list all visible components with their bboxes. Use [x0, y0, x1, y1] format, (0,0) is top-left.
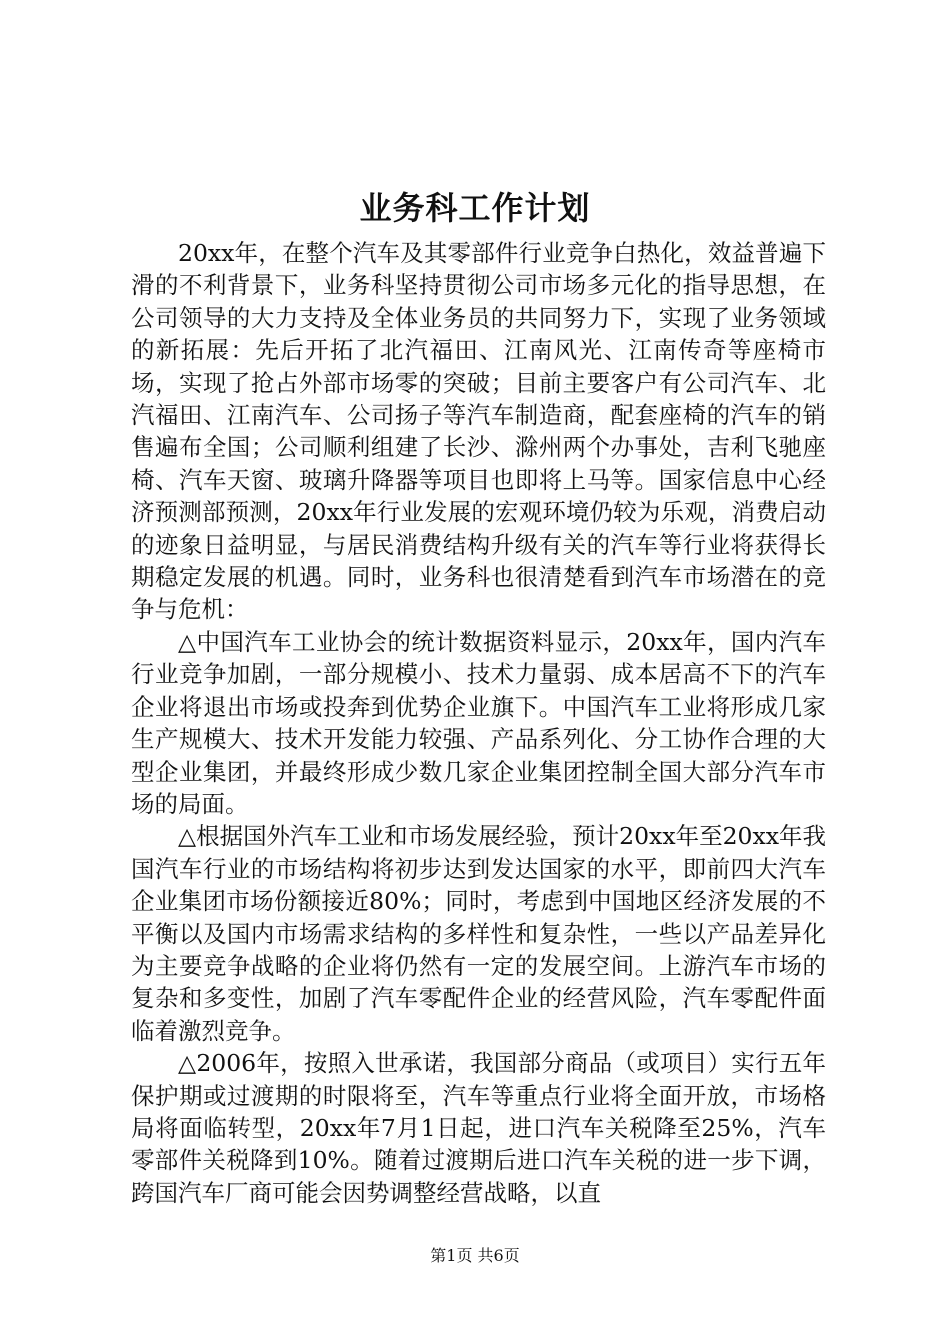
- document-title: 业务科工作计划: [359, 189, 591, 227]
- paragraph-industry-association: △中国汽车工业协会的统计数据资料显示，20xx年，国内汽车行业竞争加剧，一部分规模小、技术力量弱、成本居高不下的汽车企业将退出市场或投奔到优势企业旗下。中国汽车工业将形成几家生产规模大、技术开发能力较强、产品系列化、分工协作合理的大型企业集团，并最终形成少数几家企业集团控制全国大部分汽车市场的局面。: [131, 627, 826, 818]
- paragraph-wto-2006: △2006年，按照入世承诺，我国部分商品（或项目）实行五年保护期或过渡期的时限将至，汽车等重点行业将全面开放，市场格局将面临转型，20xx年7月1日起，进口汽车关税降至25%，汽车零部件关税降到10%。随着过渡期后进口汽车关税的进一步下调，跨国汽车厂商可能会因势调整经营战略，以直: [131, 1049, 826, 1207]
- paragraph-foreign-experience: △根据国外汽车工业和市场发展经验，预计20xx年至20xx年我国汽车行业的市场结构将初步达到发达国家的水平，即前四大汽车企业集团市场份额接近80%；同时，考虑到中国地区经济发展的不平衡以及国内市场需求结构的多样性和复杂性，一些以产品差异化为主要竞争战略的企业将仍然有一定的发展空间。上游汽车市场的复杂和多变性，加剧了汽车零配件企业的经营风险，汽车零配件面临着激烈竞争。: [131, 822, 826, 1045]
- page-number-footer: 第1页 共6页: [430, 1246, 520, 1265]
- paragraph-intro: 20xx年，在整个汽车及其零部件行业竞争白热化，效益普遍下滑的不利背景下，业务科坚持贯彻公司市场多元化的指导思想，在公司领导的大力支持及全体业务员的共同努力下，实现了业务领域的新拓展：先后开拓了北汽福田、江南风光、江南传奇等座椅市场，实现了抢占外部市场零的突破；目前主要客户有公司汽车、北汽福田、江南汽车、公司扬子等汽车制造商，配套座椅的汽车的销售遍布全国；公司顺利组建了长沙、滁州两个办事处，吉利飞驰座椅、汽车天窗、玻璃升降器等项目也即将上马等。国家信息中心经济预测部预测，20xx年行业发展的宏观环境仍较为乐观，消费启动的迹象日益明显，与居民消费结构升级有关的汽车等行业将获得长期稳定发展的机遇。同时，业务科也很清楚看到汽车市场潜在的竞争与危机：: [131, 239, 826, 624]
- document-body: [131, 237, 826, 1209]
